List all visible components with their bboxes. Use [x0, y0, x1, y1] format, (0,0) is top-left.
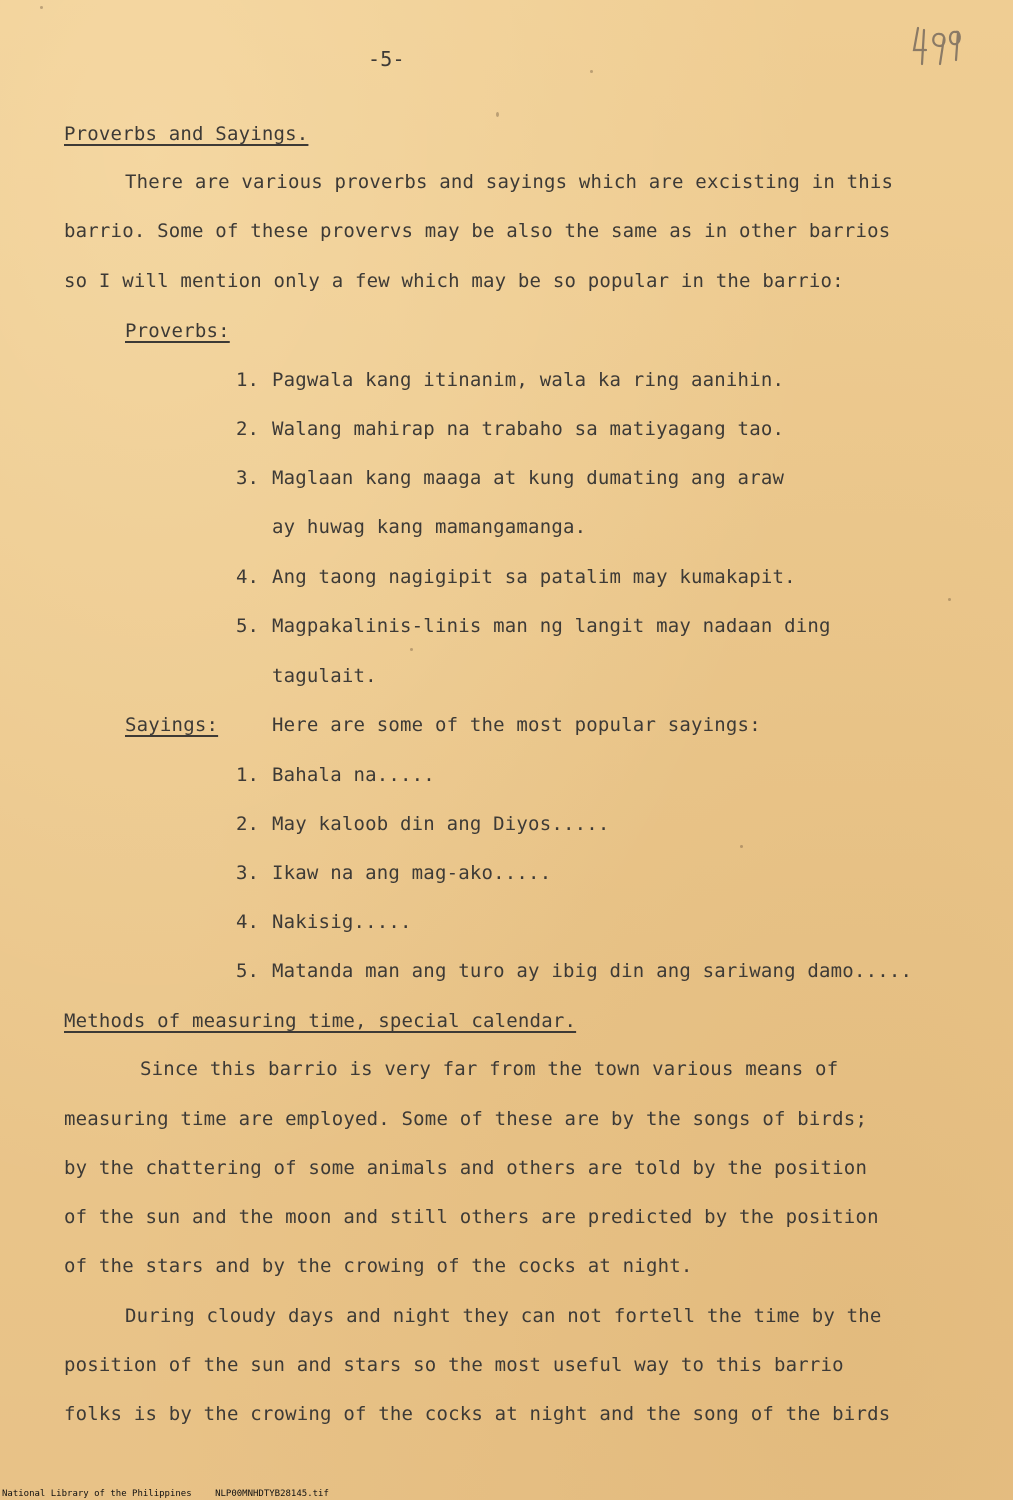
- time-section-heading: Methods of measuring time, special calendar.: [64, 1010, 577, 1032]
- intro-line-3: so I will mention only a few which may be so popular in the barrio:: [64, 270, 844, 292]
- paragraph-line: by the chattering of some animals and others are told by the position: [64, 1157, 868, 1179]
- paper-speck: [496, 112, 499, 117]
- proverb-text-continued: tagulait.: [272, 665, 377, 687]
- proverb-text-continued: ay huwag kang mamangamanga.: [272, 516, 587, 538]
- saying-text: May kaloob din ang Diyos.....: [272, 813, 610, 835]
- proverb-text: Maglaan kang maaga at kung dumating ang araw: [272, 467, 785, 489]
- proverb-number: 4.: [236, 566, 259, 588]
- paper-speck: [410, 648, 413, 651]
- page-number: -5-: [368, 47, 405, 71]
- proverb-number: 3.: [236, 467, 259, 489]
- saying-text: Bahala na.....: [272, 764, 435, 786]
- intro-line-1: There are various proverbs and sayings which are excisting in this: [125, 171, 894, 193]
- paragraph-line: of the sun and the moon and still others are predicted by the position: [64, 1206, 879, 1228]
- intro-line-2: barrio. Some of these provervs may be also the same as in other barrios: [64, 220, 891, 242]
- footer-library: National Library of the Philippines: [2, 1489, 192, 1499]
- saying-text: Nakisig.....: [272, 911, 412, 933]
- svg-text:490: 490: [910, 5, 939, 24]
- proverbs-label: Proverbs:: [125, 320, 230, 342]
- paper-speck: [948, 598, 951, 601]
- paragraph-line: position of the sun and stars so the most useful way to this barrio: [64, 1354, 844, 1376]
- paragraph-line: folks is by the crowing of the cocks at night and the song of the birds: [64, 1403, 891, 1425]
- footer-file: NLP00MNHDTYB28145.tif: [215, 1489, 329, 1499]
- paragraph-line: of the stars and by the crowing of the cocks at night.: [64, 1255, 693, 1277]
- paper-speck: [590, 70, 593, 73]
- paper-speck: [740, 845, 743, 848]
- proverb-number: 5.: [236, 615, 259, 637]
- proverbs-section-heading: Proverbs and Sayings.: [64, 123, 309, 145]
- saying-text: Matanda man ang turo ay ibig din ang sariwang damo.....: [272, 960, 913, 982]
- proverb-text: Ang taong nagigipit sa patalim may kumakapit.: [272, 566, 796, 588]
- saying-number: 2.: [236, 813, 259, 835]
- saying-number: 5.: [236, 960, 259, 982]
- proverb-text: Magpakalinis-linis man ng langit may nadaan ding: [272, 615, 831, 637]
- handwritten-folio-number: [910, 5, 965, 70]
- saying-number: 3.: [236, 862, 259, 884]
- paper-speck: [40, 6, 43, 9]
- paragraph-line: During cloudy days and night they can not fortell the time by the: [125, 1305, 882, 1327]
- saying-number: 4.: [236, 911, 259, 933]
- proverb-number: 1.: [236, 369, 259, 391]
- proverb-text: Pagwala kang itinanim, wala ka ring aanihin.: [272, 369, 785, 391]
- saying-number: 1.: [236, 764, 259, 786]
- paragraph-line: Since this barrio is very far from the town various means of: [140, 1058, 839, 1080]
- scan-footer: [2, 1489, 347, 1500]
- sayings-intro: Here are some of the most popular sayings:: [272, 714, 761, 736]
- paragraph-line: measuring time are employed. Some of these are by the songs of birds;: [64, 1108, 868, 1130]
- sayings-label: Sayings:: [125, 714, 219, 736]
- saying-text: Ikaw na ang mag-ako.....: [272, 862, 552, 884]
- proverb-number: 2.: [236, 418, 259, 440]
- proverb-text: Walang mahirap na trabaho sa matiyagang tao.: [272, 418, 785, 440]
